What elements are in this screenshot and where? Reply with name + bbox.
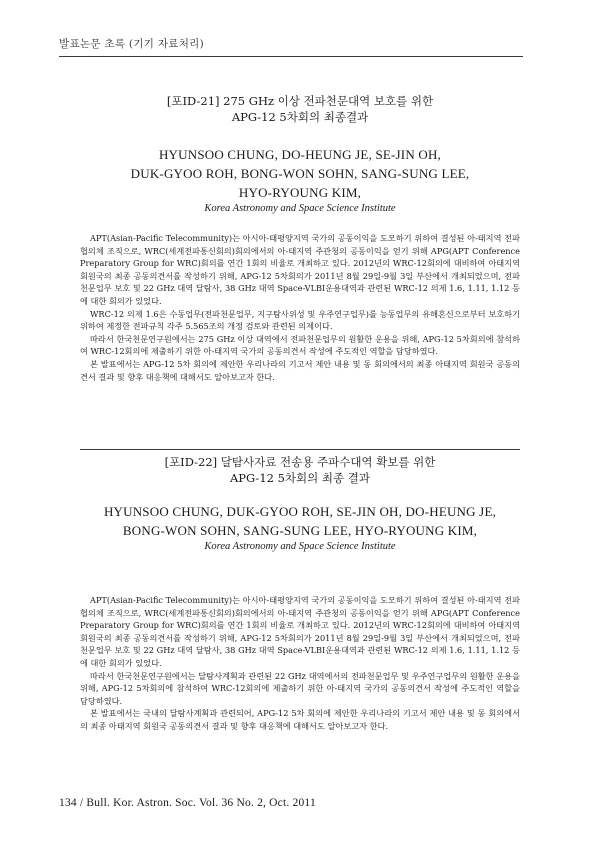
author-line: HYO-RYOUNG KIM, <box>238 185 362 200</box>
abstract-body <box>80 232 520 383</box>
affiliation: Korea Astronomy and Space Science Institute <box>204 203 396 214</box>
paragraph: 따라서 한국천문연구원에서는 275 GHz 이상 대역에서 전파천문업무의 원활한 운용을 위해, APG-12 5차회의에 참석하여 WRC-12회의에 제출하기 위한 아-태지역 국가의 공동의견서 작성에 주도적인 역할을 담당하였다. <box>80 333 520 357</box>
abstract-body <box>80 594 520 733</box>
abstract-separator <box>80 449 520 450</box>
abstract-2 <box>80 454 520 733</box>
author-line: HYUNSOO CHUNG, DUK-GYOO ROH, SE-JIN OH, DO-HEUNG JE, <box>103 504 497 519</box>
paragraph: APT(Asian-Pacific Telecommunity)는 아시아-태평양지역 국가의 공동이익을 도모하기 위하여 결성된 아-태지역 전파협의체 조직으로, WRC(세계전파통신회의)회의에서의 아-태지역 주관청의 공동이익을 얻기 위해 APG(APT Conference Preparatory Group for WRC)회의를 연간 1회의 비율로 개최하고 있다. 2012년의 WRC-12회의에 대비하여 아태지역 회원국의 최종 공동의견서를 작성하기 위해, APG-12 5차회의가 2011년 8월 29일-9월 3일 부산에서 개최되었으며, 전파천문업무 보호 및 22 GHz 대역 달탐사, 38 GHz 대역 Space-VLBI운용대역과 관련된 WRC-12 의제 1.6, 1.11, 1.12 등에 대한 회의가 있었다. <box>80 233 520 306</box>
paragraph: WRC-12 의제 1.6은 수동업무(전파천문업무, 지구탐사위성 및 우주연구업무)를 능동업무의 유해혼신으로부터 보호하기 위하여 제정한 전파규칙 각주 5.565조의 개정 검토와 관련된 의제이다. <box>80 308 520 332</box>
abstract-title-line1: [포ID-21] 275 GHz 이상 전파천문대역 보호를 위한 <box>166 94 434 108</box>
paragraph: APT(Asian-Pacific Telecommunity)는 아시아-태평양지역 국가의 공동이익을 도모하기 위하여 결성된 아-태지역 전파협의체 조직으로, WRC(세계전파통신회의)회의에서의 아-태지역 주관청의 공동이익을 얻기 위해 APG(APT Conference Preparatory Group for WRC)회의를 연간 1회의 비율로 개최하고 있다. 2012년의 WRC-12회의에 대비하여 아태지역 회원국의 최종 공동의견서를 작성하기 위해, APG-12 5차회의가 2011년 8월 29일-9월 3일 부산에서 개최되었으며, 전파천문업무 보호 및 22 GHz 대역 달탐사, 38 GHz 대역 Space-VLBI운용대역과 관련된 WRC-12 의제 1.6, 1.11, 1.12 등에 대한 회의가 있었다. <box>80 595 520 668</box>
abstract-title-line2: APG-12 5차회의 최종결과 <box>231 110 369 124</box>
paragraph: 본 발표에서는 APG-12 5차 회의에 제안한 우리나라의 기고서 제안 내용 및 동 회의에서의 최종 아태지역 회원국 공동의견서 결과 및 향후 대응책에 대해서도 알아보고자 한다. <box>80 358 520 382</box>
running-header: 발표논문 초록 (기기 자료처리) <box>59 38 205 50</box>
paragraph: 따라서 한국천문연구원에서는 달탐사계획과 관련된 22 GHz 대역에서의 전파천문업무 및 우주연구업무의 원활한 운용을 위해, APG-12 5차회의에 참석하여 WRC-12회의에 제출하기 위한 아-태지역 국가의 공동의견서 작성에 주도적인 역할을 담당하였다. <box>80 670 520 706</box>
abstract-title-line2: APG-12 5차회의 최종 결과 <box>229 471 370 485</box>
header-rule <box>59 56 523 57</box>
affiliation: Korea Astronomy and Space Science Institute <box>204 541 396 552</box>
abstract-1 <box>80 93 520 383</box>
author-line: DUK-GYOO ROH, BONG-WON SOHN, SANG-SUNG LEE, <box>130 166 470 181</box>
page-footer: 134 / Bull. Kor. Astron. Soc. Vol. 36 No. 2, Oct. 2011 <box>59 797 316 809</box>
paragraph: 본 발표에서는 국내의 달탐사계획과 관련되어, APG-12 5차 회의에 제안한 우리나라의 기고서 제안 내용 및 동 회의에서의 최종 아태지역 회원국 공동의견서 결과 및 향후 대응책에 대해서도 알아보고자 한다. <box>80 708 520 731</box>
author-line: BONG-WON SOHN, SANG-SUNG LEE, HYO-RYOUNG KIM, <box>122 523 478 538</box>
author-line: HYUNSOO CHUNG, DO-HEUNG JE, SE-JIN OH, <box>158 147 442 162</box>
abstract-title-line1: [포ID-22] 달탐사자료 전송용 주파수대역 확보를 위한 <box>164 455 436 469</box>
